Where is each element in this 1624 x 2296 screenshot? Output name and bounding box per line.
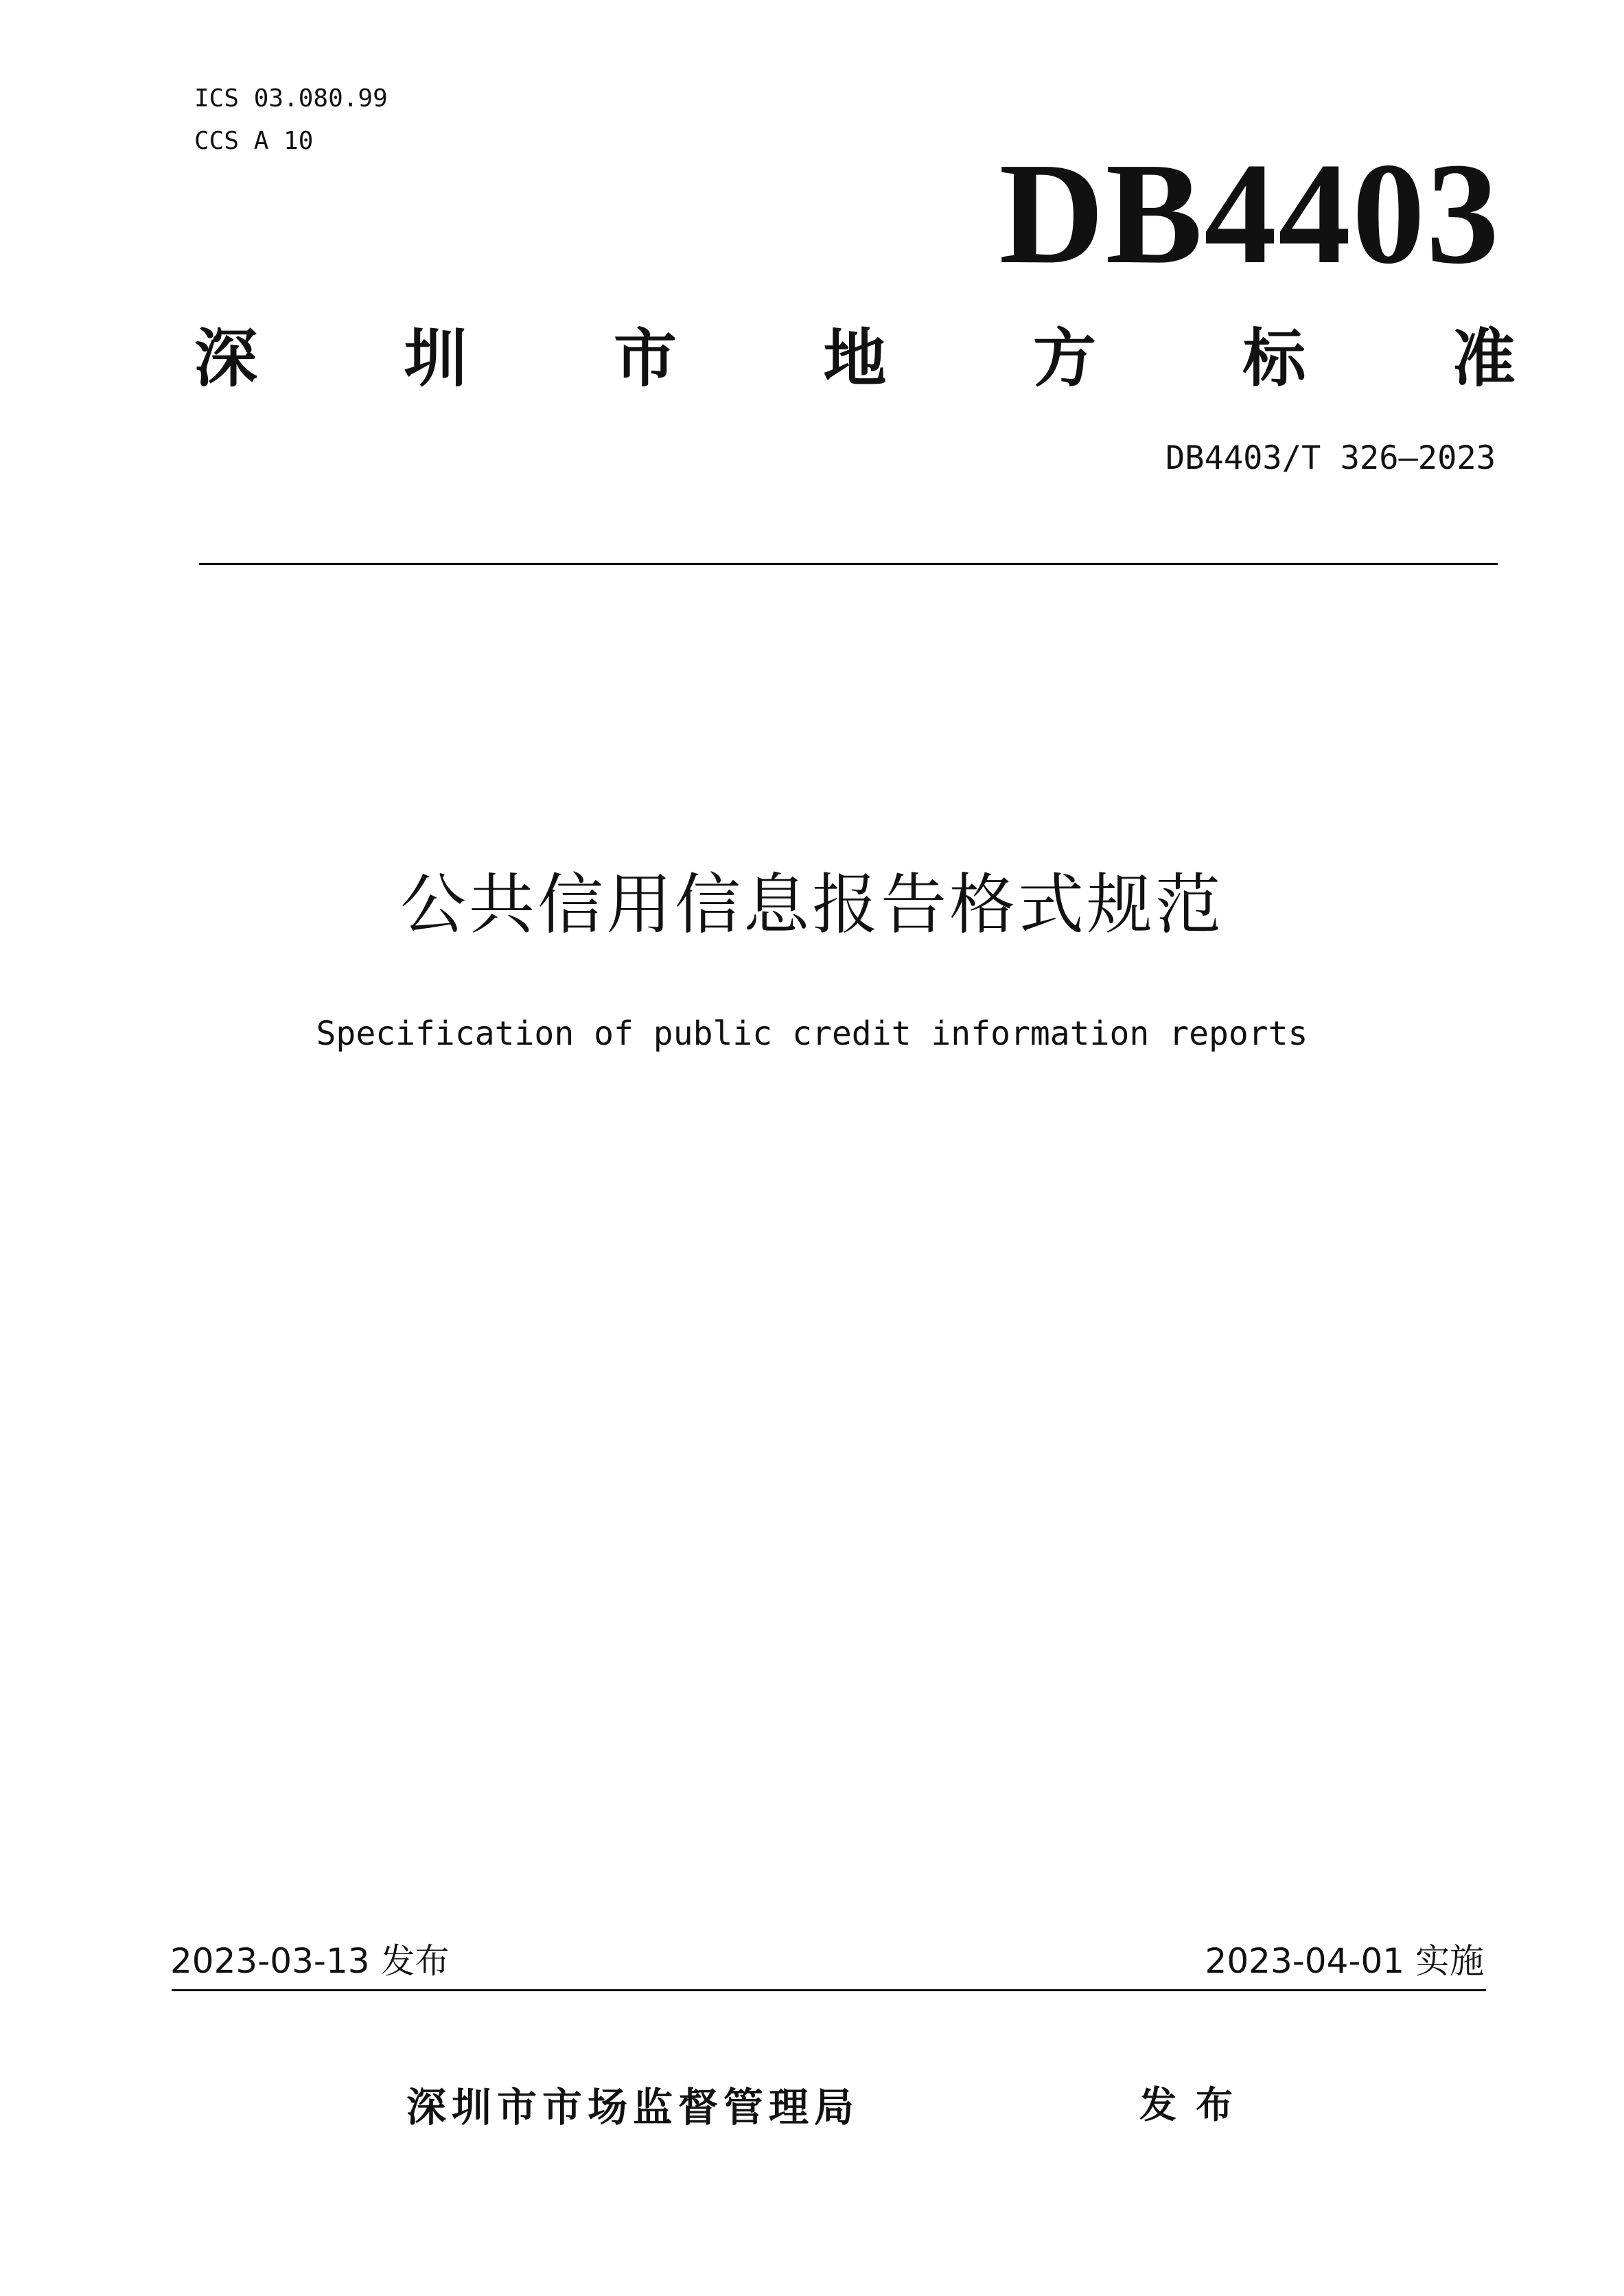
standard-type-char: 深 — [194, 322, 258, 395]
issue-label: 发布 — [1139, 2083, 1252, 2126]
standard-type-char: 市 — [613, 322, 677, 395]
standard-type-char: 圳 — [404, 322, 467, 395]
issuing-authority: 深圳市市场监督管理局 — [406, 2084, 860, 2131]
standard-number: DB4403/T 326—2023 — [1165, 439, 1496, 477]
ics-code: ICS 03.080.99 — [194, 84, 388, 113]
standard-code-large: DB4403 — [999, 132, 1500, 294]
top-divider — [199, 563, 1498, 565]
standard-type-char: 准 — [1452, 322, 1516, 395]
bottom-divider — [172, 1989, 1486, 1991]
ccs-code: CCS A 10 — [194, 127, 314, 155]
publish-date: 2023-03-13 发布 — [170, 1941, 450, 1981]
standard-type-heading — [194, 318, 1516, 400]
implement-date: 2023-04-01 实施 — [1205, 1941, 1484, 1981]
document-title-chinese: 公共信用信息报告格式规范 — [400, 866, 1224, 943]
standard-type-char: 地 — [823, 322, 887, 395]
standard-type-char: 标 — [1242, 322, 1306, 395]
document-title-english: Specification of public credit information reports — [316, 1014, 1308, 1053]
standard-type-char: 方 — [1032, 322, 1096, 395]
